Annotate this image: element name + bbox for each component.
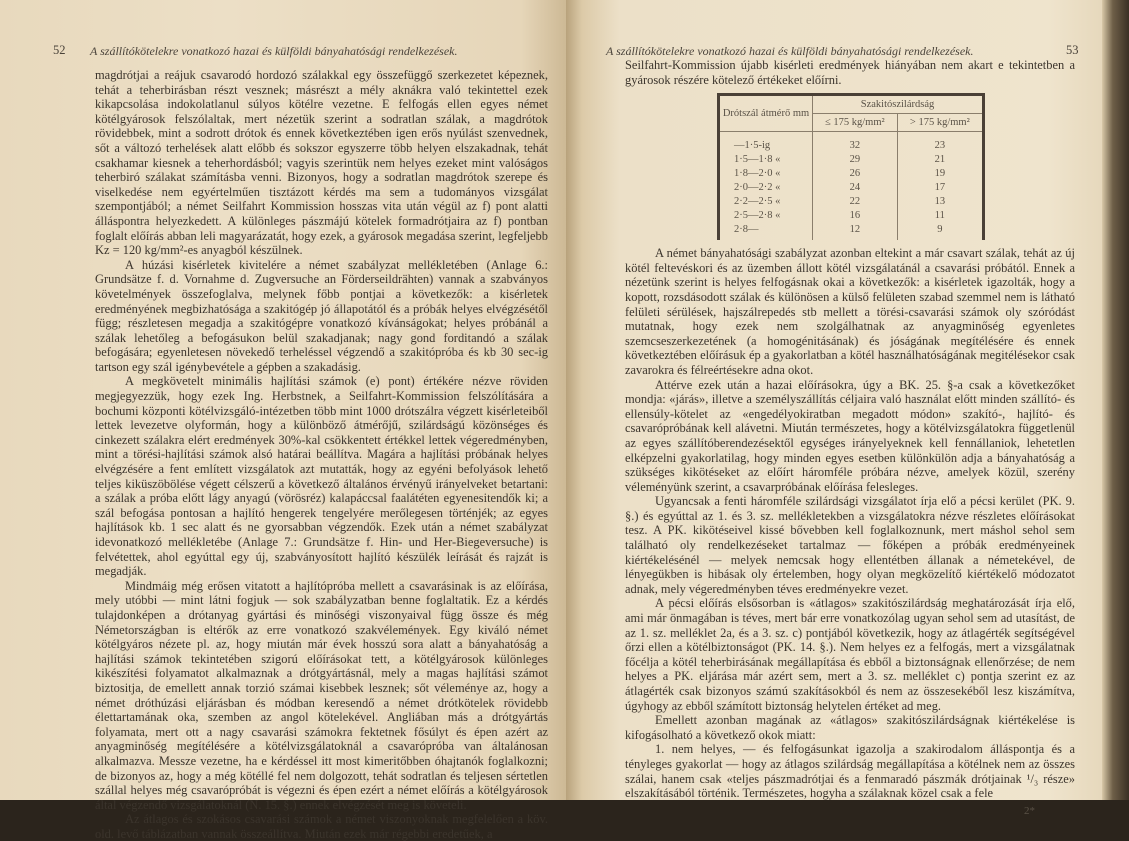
paragraph: Emellett azonban magának az «átlagos» szakitószilárdságnak kiértékelése is kifogásolható a következő okok miatt: — [625, 713, 1075, 742]
diameter-cell: —1·5-ig — [719, 132, 813, 153]
diameter-cell: 2·5—2·8 « — [719, 208, 813, 222]
paragraph: A húzási kisérletek kivitelére a német szabályzat mellékletében (Anlage 6.: Grundsätze f. d. Vornahme d. Zugversuche an Förderseildrähten) vannak a szabványos követelmények összefoglalva, melynek főbb pontjai a következők: a kisérletek eredményének megbizhatósága a szakitógép jó állapotától és a próbák helyes elvégzésétől függ; részletesen megadja a szakitógépre vonatkozó kívánságokat; helyes próbánál a szálak lehetőleg a befogásukon belül szakadjanak; nagy gond forditandó a szálak befogására; egyenletesen növekedő terheléssel végzendő a szakitópróba és kb 30 sec-ig tartson egy szál igénybevétele a gépben a szakadásig. — [95, 257, 548, 374]
high-strength-cell: 11 — [897, 208, 983, 222]
table-row — [719, 180, 984, 194]
running-head: A szállítókötelekre vonatkozó hazai és külföldi bányahatósági rendelkezések. — [90, 44, 458, 58]
table-row — [719, 194, 984, 208]
body-text — [625, 246, 1075, 801]
diameter-cell: 2·8— — [719, 222, 813, 240]
paragraph: A megkövetelt minimális hajlítási számok (e) pont) értékére nézve röviden megjegyezzük, hogy ezek Ing. Herbstnek, a Seilfahrt-Kommission felszólítására a bochumi központi kötélvizsgáló-intézetben több mint 1000 drótszálra végzett kisérleteiből lettek levezetve olyformán, hogy a különböző átmérőjű, szilárdságú közönséges és cinkezett szálakra elért eredmények 30%-kal csökkentett értékkel lettek végeredményben, mint a törési-hajlítási számok alsó határai beállítva. Magára a hajlítási próbának helyes elvégzésére a fent említett vizsgálatok azt mutatták, hogy az egyéni befolyások lehető teljes kiküszöbölése végett célszerű a következő általános érvényű irányelveket betartani: a szálak a próba előtt lágy anyagú (vörösréz) kalapáccsal faalátéten egyenesitendők ki; a szál befogása pontosan a hajlító hengerek tengelyére merőlegesen történjék; az egyes hajlítások kb. 1 sec alatt és ne gyorsabban végzendők. Ezek után a német szabályzat idevonatkozó mellékletébe (Anlage 7.: Grundsätze f. Hin- und Her-Biegeversuche) is felvétettek, ahol egyúttal egy új, szabványosított hajlító készülék leírását és rajzát is megadják. — [95, 374, 548, 579]
strength-header: Szakitószilárdság — [813, 95, 984, 114]
paragraph: Az átlagos és szokásos csavarási számok a német viszonyoknak megfelelően a köv. old. levő táblázatban vannak összeállítva. Miután ezek már régebbi eredetűek, a — [95, 812, 548, 841]
lead-text — [625, 58, 1075, 87]
paragraph: Attérve ezek után a hazai előírásokra, úgy a BK. 25. §-a csak a következőket mondja: «járás», illetve a személyszállítás céljaira való használat előtt minden szállító- és ellensúly-kötelet az «engedélyokiratban megadott módon» szakító-, hajlító- és csavarópróbának kell alávetni. Miután természetes, hogy a kötélvizsgálatokra függetlenül az egyes szállítóberendezésektől egységes irányelyeknek kell fennállaniok, lehetetlen elképzelni gyakorlatilag, hogy minden egyes esetben különkülön adja a bányahatóság a szükséges kikötéseket az előírt háromféle próbára nézve, amelyek közül, szerény véleményünk szerint, a csavarpróbának előírása felesleges. — [625, 377, 1075, 494]
running-head: A szállítókötelekre vonatkozó hazai és külföldi bányahatósági rendelkezések. — [606, 44, 974, 58]
torsion-table — [717, 93, 985, 240]
paragraph: A pécsi előírás elsősorban is «átlagos» szakitószilárdság meghatározását írja elő, ami már önmagában is téves, mert bár erre vonatkozólag ugyan sehol sem ad utasítást, de az 1. sz. melléklet 2a, és a 3. sz. c) pontjából következik, hogy az átlagérték segítségével őrzi ellen a kötélbiztonságot (PK. 14. §.). Nem helyes ez a felfogás, mert a vizsgálatnak főcélja a kötél teherbirásának megállapítása és ebből a biztonságnak ellenőrzése; de nem helyes a PK. eljárása már azért sem, mert a 3. sz. melléklet c) pontja szerint ez az átlagérték csak bizonyos számú szakításokból és nem az összesekéből lesz kiszámítva, úgyhogy az ebből számított biztonság helytelen értéket ad meg. — [625, 596, 1075, 713]
table-row — [719, 222, 984, 240]
diameter-cell: 2·0—2·2 « — [719, 180, 813, 194]
table-row — [719, 152, 984, 166]
paragraph: magdrótjai a reájuk csavarodó hordozó szálakkal egy összefüggő szerkezetet képeznek, tehát a teherbirásban részt vesznek; másrészt a mély aknákra való tekintettel ezek kikapcsolása indokolatlanul súlyos kötélre vezetne. E felfogás ellen egyes német kötélgyárosok felszólaltak, mert nézetük szerint a sodratlan szálak, a magdrótok rövidebbek, mint a sodrott drótok és ennek következtében igen erős nyúlást szenvednek, sőt a változó terhelések alatt előbb és sokszor egyszerre több helyen elszakadnak, tehát csakhamar kiesnek a teherhordásból; vagyis szerintük nem helyes ezeket mint valóságos teherbiró szálakat számításba venni. Bizonyos, hogy a sodratlan magdrótok szerepe és viselkedése nem egyértelműen tisztázott kérdés ma sem a tudományos vizsgálat szempontjából; a német Seilfahrt Kommission hosszas vita után végül az f) pont alatti álláspontra helyezkedett. A különleges pászmájú kötelek formadrótjaira az f) pontban foglalt előírás abban leli magyarázatát, hogy ezek, a gyárosok megadása szerint, legfeljebb Kz = 120 kg/mm²-es anyagból készülnek. — [95, 68, 548, 258]
diameter-header: Drótszál átmérő mm — [719, 95, 813, 132]
diameter-cell: 1·8—2·0 « — [719, 166, 813, 180]
diameter-cell: 2·2—2·5 « — [719, 194, 813, 208]
paragraph: A német bányahatósági szabályzat azonban eltekint a már csavart szálak, tehát az új kötél feltevéskori és az üzemben állott kötél vizsgálatánál a csavarási próbától. Ennek a nézetünk szerint is helyes felfogásnak okai a következők: a kisérletek igazolták, hogy a kopott, rozsdásodott szálak és különösen a külső felületen szabad szemmel nem is látható felületi sérülések, hajszálrepedés stb mellett a törési-csavarási számok oly szóródást mutatnak, hogy ezek nem szolgálhatnak az anyagminőség egyenletes szemcseszerkezetének (a homogénitásának) és jóságának megítélésére és ennek következtében előírásuk ép a gyakorlatban a kötél használhatóságának megitélésekor csak zavarokra és félreértésekre adna okot. — [625, 246, 1075, 377]
low-strength-cell: 12 — [813, 222, 898, 240]
paragraph: Ugyancsak a fenti háromféle szilárdsági vizsgálatot írja elő a pécsi kerület (PK. 9. §.) és egyúttal az 1. és 3. sz. mellékletekben a vizsgálatokra nézve részletes előírásokat tesz. A PK. kikötéseivel kissé bővebben kell foglalkoznunk, mert máshol sehol sem található oly rendelkezéseket tartalmaz — főképen a próbák eredményeinek kiértékelésénél — melyek nemcsak hogy ellentétben állanak a németekével, de lényegükben is hibásak oly értelemben, hogy olyan megközelítő kiértékelő módozatot adnak, mely végeredményben téves eredményekre vezet. — [625, 494, 1075, 596]
table-wrapper — [717, 93, 1075, 240]
paragraph: Mindmáig még erősen vitatott a hajlítópróba mellett a csavarásinak is az előírása, mely utóbbi — mint látni fogjuk — sok szabályzatban benne foglaltatik. Ez a kérdés tulajdonképen a drótanyag gyártási és minőségi viszonyaival függ össze és még Németországban is eltérők az erre vonatkozó szakvélemények. Egy kiváló német kötélgyáros nézete pl. az, hogy miután már évek hosszú sora alatt a bányahatóság a hajlítási számok tekintetében szigorú előírásokat tett, a kötélgyárosok különleges kikészítési folyamatot alkalmaznak a drótgyártásnál, mely a magas hajlítási számot biztositja, de emellett annak torzió számai kisebbek lesznek; sőt véleménye az, hogy a német dróthúzási eljárásban és módban keresendő a német drótkötelek rövidebb élettartamának oka, szemben az angol kötelekével. Angliában más a drótgyártás folyamata, mert ott a nagy csavarási számokra fektetnek fősúlyt és épen azért az anyagminőség megítélésére a kötélvizsgálatoknál a csavarópróba van általánosan alkalmazva. Messze vezetne, ha e kérdéssel itt most kimeritőbben óhajtanók foglalkozni; de bizonyos az, hogy a még kötéllé fel nem dolgozott, tehát sodratlan és teljesen sértetlen szállal helyes még csavarópróbát is végezni és épen ezért a német előírás a kötélgyárosok által végzendő vizsgálatoknál (N. 15. §.) ennek elvégzését meg is követeli. — [95, 578, 548, 812]
low-strength-cell: 26 — [813, 166, 898, 180]
high-strength-cell: 19 — [897, 166, 983, 180]
signature-mark: 2* — [1024, 804, 1035, 817]
right-page — [566, 0, 1102, 817]
paragraph: Seilfahrt-Kommission újabb kisérleti eredmények hiányában nem akart e tekintetben a gyárosok részére kötelező értékeket előírni. — [625, 58, 1075, 87]
high-strength-cell: 17 — [897, 180, 983, 194]
high-strength-cell: 21 — [897, 152, 983, 166]
low-strength-cell: 29 — [813, 152, 898, 166]
low-strength-cell: 22 — [813, 194, 898, 208]
low-strength-cell: 16 — [813, 208, 898, 222]
page-number: 52 — [53, 43, 66, 57]
table-row — [719, 166, 984, 180]
table-row — [719, 132, 984, 153]
diameter-cell: 1·5—1·8 « — [719, 152, 813, 166]
low-strength-cell: 32 — [813, 132, 898, 153]
high-strength-cell: 23 — [897, 132, 983, 153]
page-number: 53 — [1066, 43, 1079, 57]
paragraph: 1. nem helyes, — és felfogásunkat igazolja a szakirodalom álláspontja és a tényleges gyakorlat — hogy az átlagos szilárdság megállapítása a kötélnek nem az összes szálai, hanem csak «teljes pászmadrótjai és a fenmaradó pászmák drótjainak ¹/₃ része» elszakításából történik. Természetes, hogyha a szálaknak közel csak a fele — [625, 742, 1075, 801]
high-strength-cell: 9 — [897, 222, 983, 240]
low-strength-cell: 24 — [813, 180, 898, 194]
book-page-edge — [1102, 0, 1129, 800]
low-strength-header: ≤ 175 kg/mm² — [813, 114, 898, 132]
right-page-content — [625, 58, 1075, 817]
high-strength-cell: 13 — [897, 194, 983, 208]
body-text — [95, 68, 548, 841]
high-strength-header: > 175 kg/mm² — [897, 114, 983, 132]
table-row — [719, 208, 984, 222]
